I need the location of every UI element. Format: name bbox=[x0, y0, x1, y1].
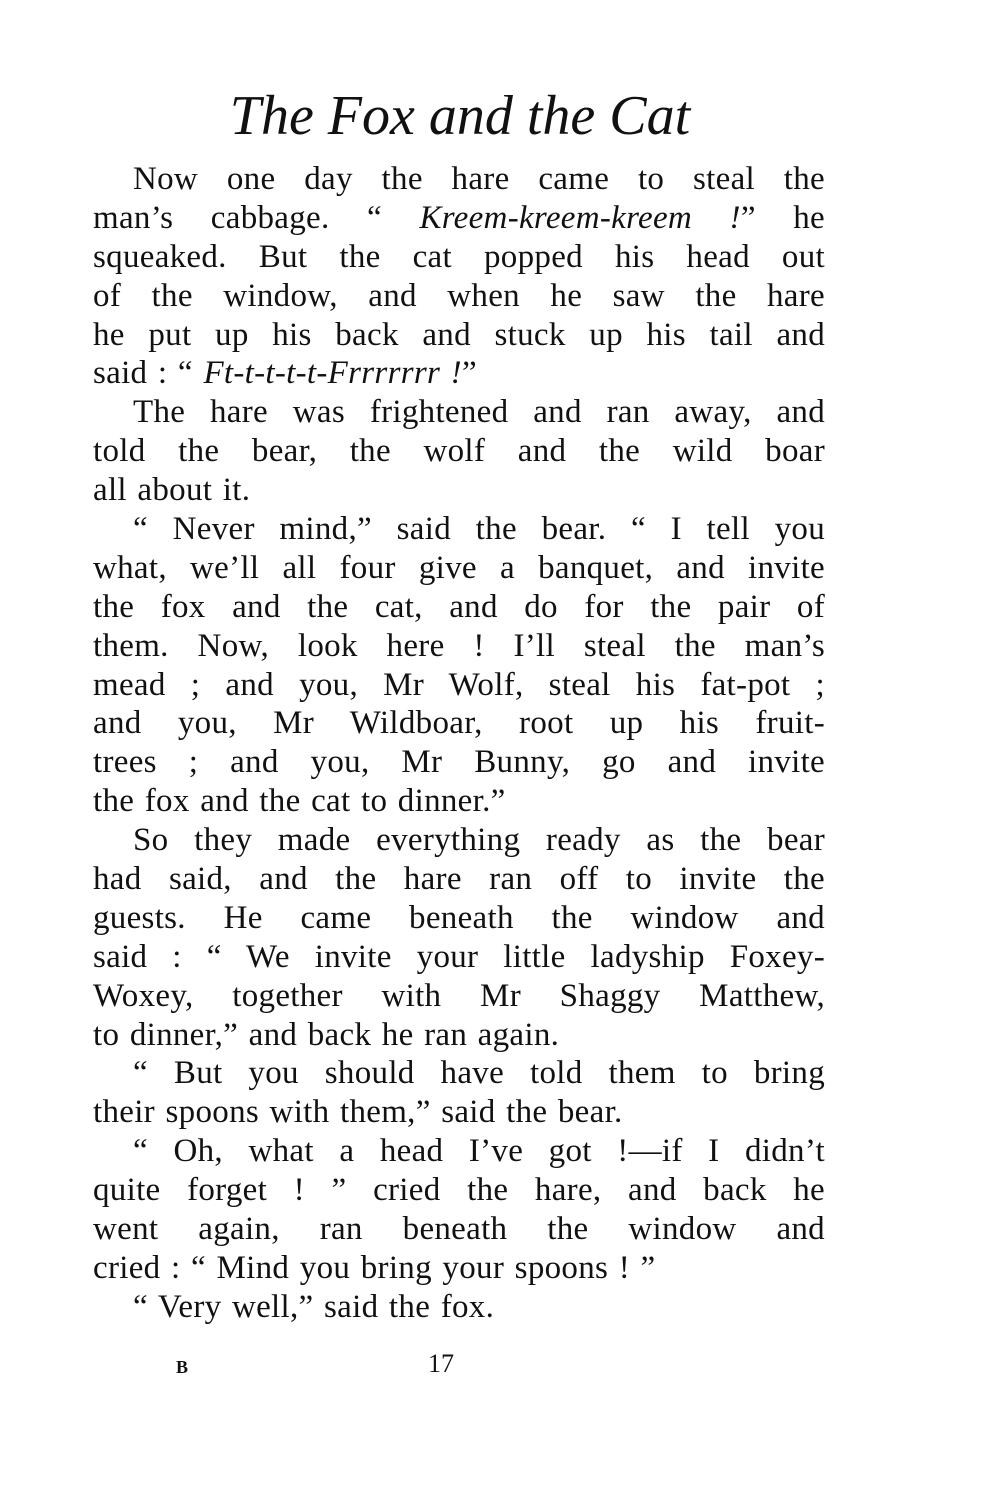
text-run: and you, Mr Wildboar, root up his fruit- bbox=[93, 705, 825, 742]
text-line bbox=[93, 1093, 825, 1132]
text-run: all about it. bbox=[93, 472, 251, 509]
text-run: what, we’ll all four give a banquet, and invite bbox=[93, 549, 825, 586]
text-line bbox=[93, 821, 825, 860]
text-run: trees ; and you, Mr Bunny, go and invite bbox=[93, 744, 825, 781]
text-run: “ Never mind,” said the bear. “ I tell you bbox=[133, 511, 825, 548]
text-run: went again, ran beneath the window and bbox=[93, 1211, 825, 1248]
italic-text: Kreem-kreem-kreem ! bbox=[419, 199, 741, 236]
text-line bbox=[93, 160, 825, 199]
text-line bbox=[93, 316, 825, 355]
text-line bbox=[93, 393, 825, 432]
text-run: to dinner,” and back he ran again. bbox=[93, 1016, 560, 1053]
text-run: ” bbox=[461, 355, 477, 392]
text-run: “ Very well,” said the fox. bbox=[133, 1288, 495, 1325]
text-line bbox=[93, 277, 825, 316]
text-line bbox=[93, 432, 825, 471]
text-run: The hare was frightened and ran away, and bbox=[133, 394, 825, 431]
text-run: said : “ We invite your little ladyship Foxey- bbox=[93, 938, 825, 975]
text-run: said : “ bbox=[93, 355, 204, 392]
text-run: guests. He came beneath the window and bbox=[93, 899, 825, 936]
text-run: cried : “ Mind you bring your spoons ! ” bbox=[93, 1249, 656, 1286]
text-line bbox=[93, 471, 825, 510]
text-run: the fox and the cat to dinner.” bbox=[93, 783, 506, 820]
text-line bbox=[93, 1288, 825, 1327]
text-run: Now one day the hare came to steal the bbox=[133, 161, 825, 197]
text-line bbox=[93, 666, 825, 705]
text-run: So they made everything ready as the bear bbox=[133, 822, 825, 859]
text-line bbox=[93, 1249, 825, 1288]
text-line bbox=[93, 510, 825, 549]
text-run: the fox and the cat, and do for the pair of bbox=[93, 588, 825, 625]
text-run: “ Oh, what a head I’ve got !—if I didn’t bbox=[133, 1133, 825, 1170]
text-line bbox=[93, 938, 825, 977]
text-run: “ But you should have told them to bring bbox=[133, 1055, 825, 1092]
text-run: Woxey, together with Mr Shaggy Matthew, bbox=[93, 977, 825, 1014]
text-run: man’s cabbage. “ bbox=[93, 199, 420, 236]
page-title: The Fox and the Cat bbox=[229, 85, 691, 147]
text-line bbox=[93, 899, 825, 938]
text-line bbox=[93, 860, 825, 899]
text-line bbox=[93, 1016, 825, 1055]
text-run: told the bear, the wolf and the wild boar bbox=[93, 433, 825, 470]
page-number: 17 bbox=[428, 1349, 454, 1378]
text-line bbox=[93, 354, 825, 393]
text-run: of the window, and when he saw the hare bbox=[93, 277, 825, 314]
text-run: them. Now, look here ! I’ll steal the man’s bbox=[93, 627, 825, 664]
text-line bbox=[93, 977, 825, 1016]
text-line bbox=[93, 1171, 825, 1210]
text-line bbox=[93, 1054, 825, 1093]
text-line bbox=[93, 238, 825, 277]
text-line bbox=[93, 1210, 825, 1249]
text-run: mead ; and you, Mr Wolf, steal his fat-pot ; bbox=[93, 666, 825, 703]
text-line bbox=[93, 588, 825, 627]
text-line bbox=[93, 704, 825, 743]
text-line bbox=[93, 743, 825, 782]
page-footer bbox=[0, 1345, 1000, 1385]
text-run: ” he bbox=[740, 199, 825, 236]
text-run: had said, and the hare ran off to invite the bbox=[93, 861, 825, 898]
body-text bbox=[93, 160, 825, 1327]
text-run: squeaked. But the cat popped his head out bbox=[93, 238, 825, 275]
text-run: he put up his back and stuck up his tail and bbox=[93, 316, 825, 353]
text-line bbox=[93, 549, 825, 588]
text-line bbox=[93, 627, 825, 666]
signature-mark: B bbox=[176, 1357, 189, 1377]
text-run: quite forget ! ” cried the hare, and back he bbox=[93, 1172, 825, 1209]
text-line bbox=[93, 199, 825, 238]
text-run: their spoons with them,” said the bear. bbox=[93, 1094, 623, 1131]
text-line bbox=[93, 1132, 825, 1171]
text-line bbox=[93, 782, 825, 821]
italic-text: Ft-t-t-t-t-Frrrrrrr ! bbox=[203, 355, 462, 392]
